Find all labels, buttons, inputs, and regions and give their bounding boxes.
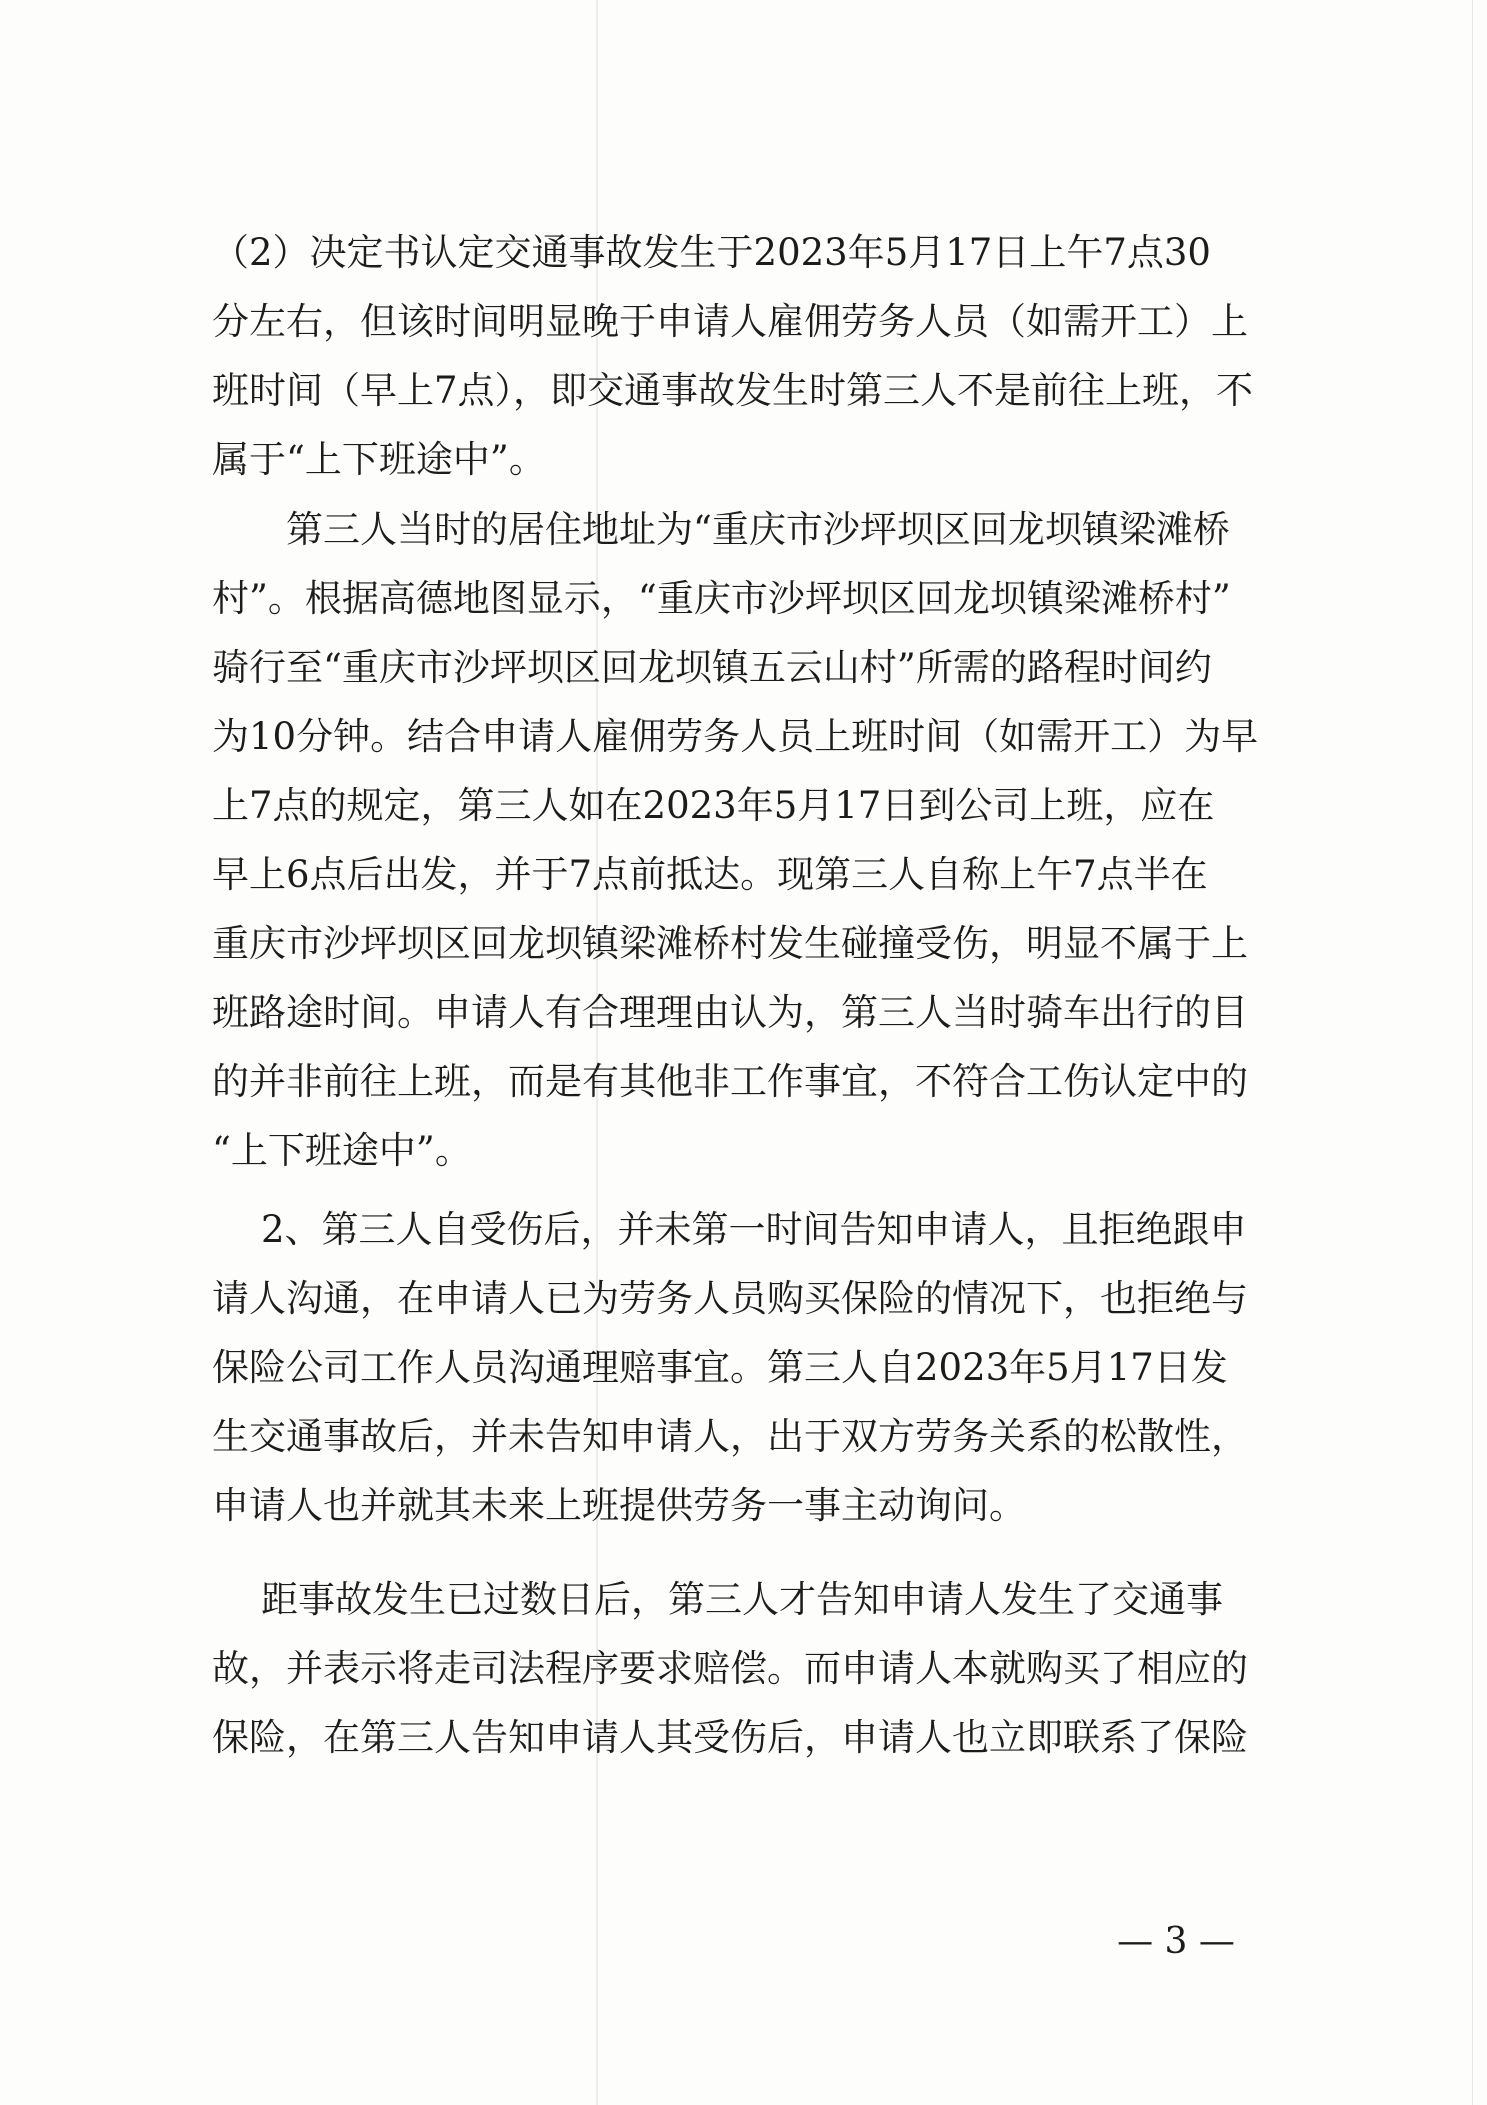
- text-line: 保险，在第三人告知申请人其受伤后，申请人也立即联系了保险: [212, 1716, 1248, 1759]
- text-line: 为10分钟。结合申请人雇佣劳务人员上班时间（如需开工）为早: [212, 715, 1259, 758]
- text-line: 的并非前往上班，而是有其他非工作事宜，不符合工伤认定中的: [212, 1060, 1248, 1103]
- scan-edge: [1472, 0, 1473, 2105]
- text-line: 申请人也并就其未来上班提供劳务一事主动询问。: [212, 1484, 1026, 1527]
- text-line: 骑行至“重庆市沙坪坝区回龙坝镇五云山村”所需的路程时间约: [212, 646, 1212, 689]
- text-line: 分左右，但该时间明显晚于申请人雇佣劳务人员（如需开工）上: [212, 300, 1248, 343]
- text-line: 生交通事故后，并未告知申请人，出于双方劳务关系的松散性，: [212, 1415, 1248, 1458]
- text-line: “上下班途中”。: [212, 1129, 472, 1172]
- text-line: 村”。根据高德地图显示，“重庆市沙坪坝区回龙坝镇梁滩桥村”: [212, 577, 1231, 620]
- text-line: 保险公司工作人员沟通理赔事宜。第三人自2023年5月17日发: [212, 1346, 1228, 1389]
- text-line: 距事故发生已过数日后，第三人才告知申请人发生了交通事: [261, 1578, 1223, 1621]
- page-number: — 3 —: [1117, 1921, 1235, 1962]
- text-line: 班路途时间。申请人有合理理由认为，第三人当时骑车出行的目: [212, 991, 1248, 1034]
- text-line: 班时间（早上7点），即交通事故发生时第三人不是前往上班，不: [212, 369, 1254, 412]
- text-line: 2、第三人自受伤后，并未第一时间告知申请人，且拒绝跟申: [261, 1208, 1247, 1251]
- text-line: 重庆市沙坪坝区回龙坝镇梁滩桥村发生碰撞受伤，明显不属于上: [212, 922, 1248, 965]
- text-line: 请人沟通，在申请人已为劳务人员购买保险的情况下，也拒绝与: [212, 1277, 1248, 1320]
- text-line: 故，并表示将走司法程序要求赔偿。而申请人本就购买了相应的: [212, 1647, 1248, 1690]
- text-line: （2）决定书认定交通事故发生于2023年5月17日上午7点30: [212, 231, 1211, 274]
- text-line: 上7点的规定，第三人如在2023年5月17日到公司上班，应在: [212, 784, 1215, 827]
- text-line: 早上6点后出发，并于7点前抵达。现第三人自称上午7点半在: [212, 853, 1208, 896]
- text-line: 第三人当时的居住地址为“重庆市沙坪坝区回龙坝镇梁滩桥: [286, 508, 1230, 551]
- text-line: 属于“上下班途中”。: [212, 438, 546, 481]
